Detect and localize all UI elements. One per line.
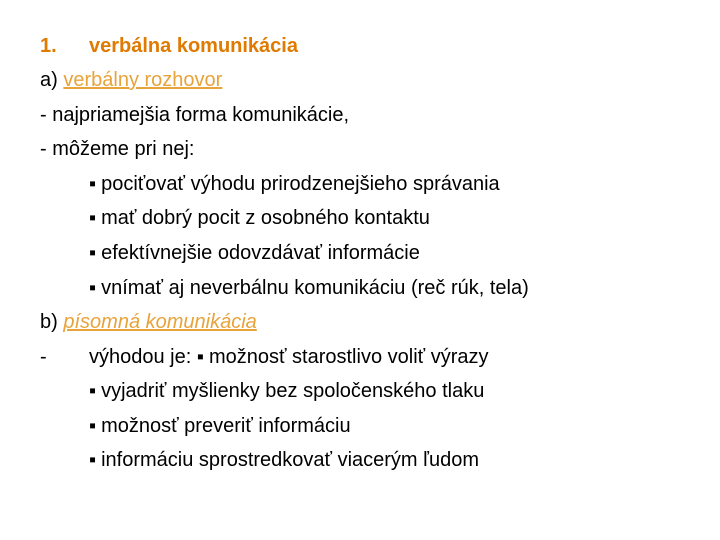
list-item [89, 172, 500, 196]
list-item-text: možnosť preveriť informáciu [101, 415, 351, 437]
list-item [89, 206, 430, 230]
section-b-intro-text: výhodou je: [89, 346, 192, 368]
section-heading [40, 34, 298, 58]
section-a-prefix: a) [40, 69, 58, 91]
heading-number: 1. [40, 35, 57, 57]
section-b-prefix: b) [40, 311, 58, 333]
bullet-icon: ▪ [89, 242, 97, 264]
list-item [89, 276, 529, 300]
list-item-text: vyjadriť myšlienky bez spoločenského tlaku [101, 380, 485, 402]
bullet-icon: ▪ [89, 173, 97, 195]
list-item-text: informáciu sprostredkovať viacerým ľudom [101, 449, 480, 471]
bullet-icon: ▪ [89, 449, 97, 471]
bullet-icon: ▪ [89, 380, 97, 402]
section-a-line-2: - môžeme pri nej: [40, 138, 195, 160]
list-item [89, 448, 479, 472]
list-item [89, 414, 351, 438]
list-item [89, 379, 484, 403]
section-a-line-1: - najpriamejšia forma komunikácie, [40, 104, 350, 126]
section-a-title [40, 68, 222, 92]
section-b-title [40, 310, 257, 334]
heading-title: verbálna komunikácia [89, 35, 298, 57]
list-item [89, 241, 420, 265]
bullet-icon: ▪ [89, 415, 97, 437]
bullet-icon: ▪ [89, 207, 97, 229]
section-b-intro [40, 345, 488, 369]
list-item-text: pociťovať výhodu prirodzenejšieho správania [101, 173, 500, 195]
dash-marker: - [40, 346, 47, 368]
list-item-text: vnímať aj neverbálnu komunikáciu (reč rúk, tela) [101, 277, 529, 299]
list-item-text: možnosť starostlivo voliť výrazy [208, 346, 489, 368]
bullet-icon: ▪ [196, 346, 204, 368]
list-item-text: efektívnejšie odovzdávať informácie [101, 242, 420, 264]
section-a-link[interactable]: verbálny rozhovor [63, 69, 223, 91]
section-b-link[interactable]: písomná komunikácia [63, 311, 257, 333]
list-item-text: mať dobrý pocit z osobného kontaktu [101, 207, 430, 229]
bullet-icon: ▪ [89, 277, 97, 299]
